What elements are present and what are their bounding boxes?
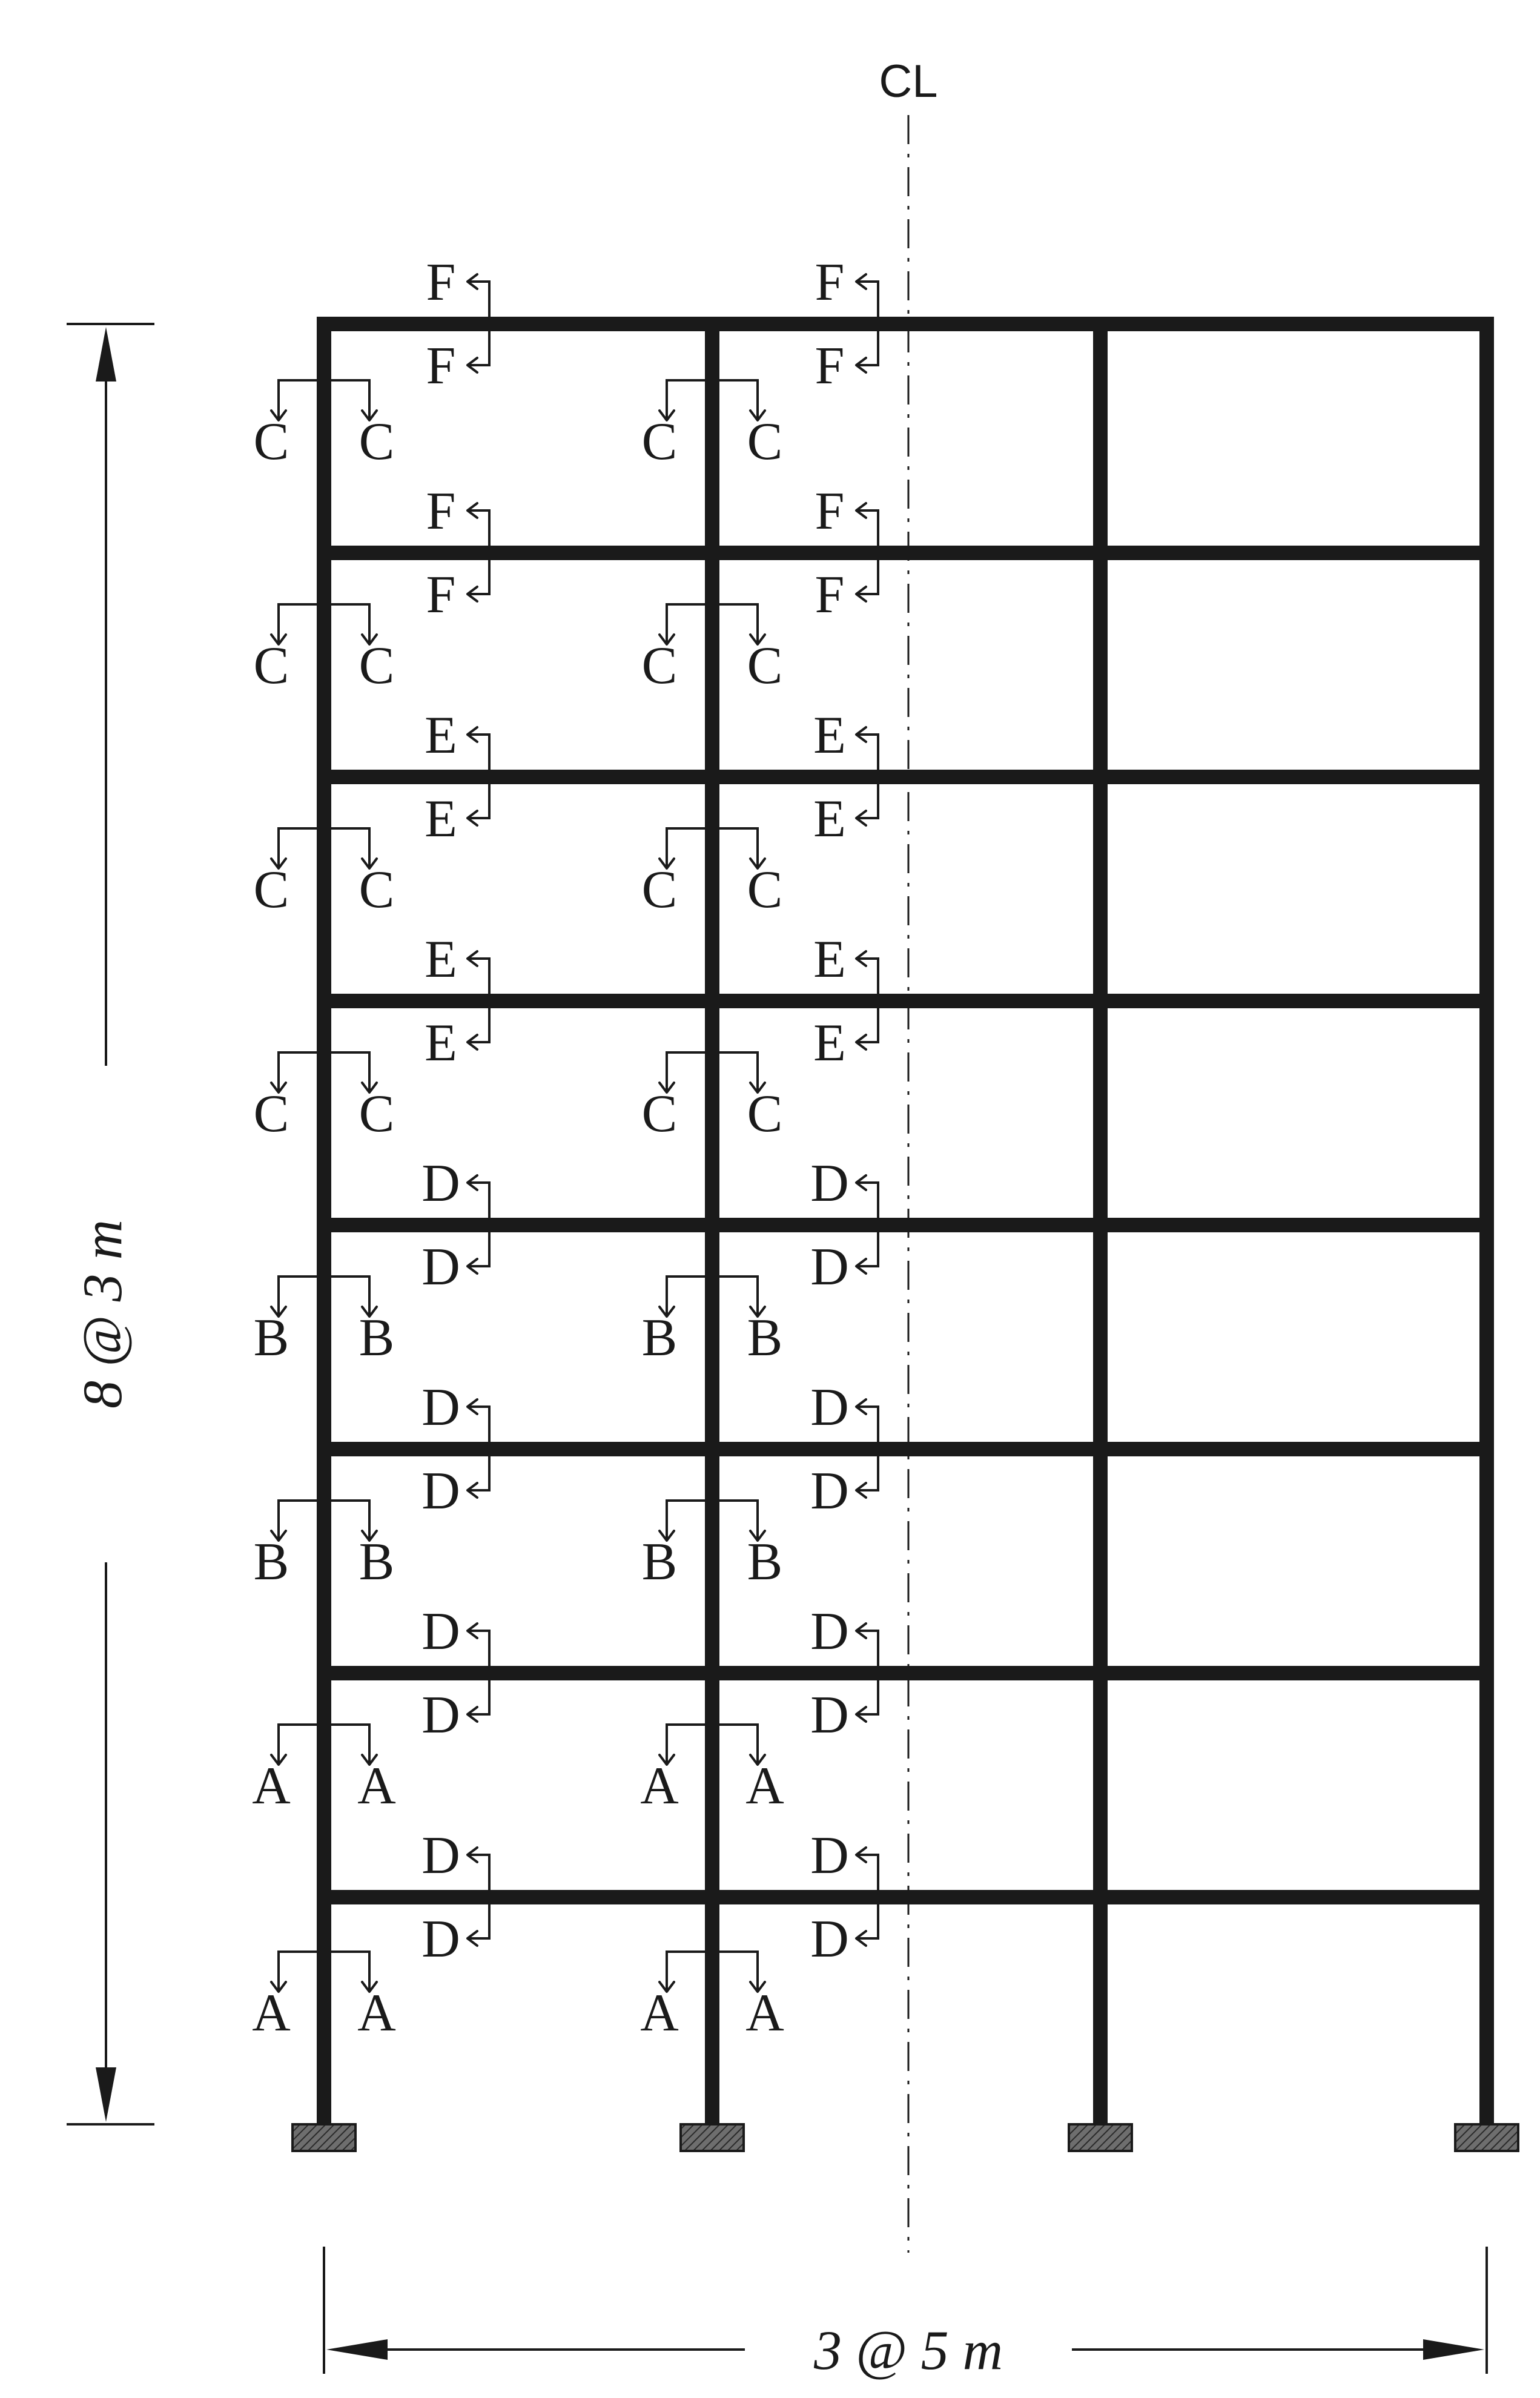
column-section-label: B	[253, 1533, 289, 1591]
column-section-label: C	[747, 412, 783, 471]
column-section-label: C	[359, 636, 395, 695]
beam-section-label: D	[810, 1686, 849, 1745]
column-section-label: B	[641, 1533, 678, 1591]
column-section-label: C	[641, 636, 678, 695]
column-section-label: A	[640, 1984, 679, 2043]
column-section-label: A	[252, 1984, 291, 2043]
beam-section-label: E	[813, 706, 846, 765]
column-section-label: A	[745, 1757, 784, 1815]
beam-section-label: D	[810, 1826, 849, 1885]
dimension-arrowhead	[1423, 2339, 1484, 2360]
column-section-label: C	[253, 412, 289, 471]
centerline-label: CL	[879, 56, 938, 107]
beam-section-label: E	[813, 1014, 846, 1072]
beam-section-label: F	[426, 566, 456, 624]
column-section-label: C	[747, 860, 783, 919]
beam-section-label: F	[815, 482, 845, 541]
column-section-label: C	[253, 860, 289, 919]
beam-section-label: D	[810, 1462, 849, 1521]
column-section-label: A	[252, 1757, 291, 1815]
height-dimension-label: 8 @ 3 m	[71, 1219, 133, 1409]
column-section-label: B	[641, 1309, 678, 1367]
frame-members	[324, 324, 1487, 2124]
beam-section-label: D	[421, 1154, 460, 1213]
fixed-support	[1455, 2124, 1518, 2151]
dimension-arrowhead	[326, 2339, 388, 2360]
column-section-label: C	[747, 636, 783, 695]
dimension-arrowhead	[96, 327, 116, 382]
beam-section-label: F	[815, 566, 845, 624]
column-section-label: C	[641, 1085, 678, 1143]
column-section-label: B	[747, 1309, 783, 1367]
column-section-label: B	[747, 1533, 783, 1591]
beam-section-label: D	[421, 1826, 460, 1885]
column-section-label: A	[745, 1984, 784, 2043]
beam-section-label: D	[421, 1686, 460, 1745]
column-section-label: C	[253, 636, 289, 695]
column-section-label: B	[359, 1309, 395, 1367]
column-section-label: C	[359, 1085, 395, 1143]
beam-section-label: F	[815, 253, 845, 312]
beam-section-label: E	[425, 1014, 457, 1072]
column-section-label: B	[253, 1309, 289, 1367]
dimension-arrowhead	[96, 2067, 116, 2122]
column-section-label: C	[253, 1085, 289, 1143]
beam-section-label: D	[421, 1602, 460, 1661]
beam-section-label: F	[426, 253, 456, 312]
section-markers	[252, 253, 878, 2043]
column-section-label: A	[640, 1757, 679, 1815]
beam-section-label: F	[426, 337, 456, 395]
beam-section-label: E	[813, 930, 846, 989]
beam-section-label: D	[810, 1910, 849, 1969]
beam-section-label: D	[810, 1378, 849, 1437]
fixed-support	[292, 2124, 355, 2151]
column-section-label: A	[357, 1984, 396, 2043]
beam-section-label: D	[810, 1602, 849, 1661]
fixed-support	[1069, 2124, 1132, 2151]
beam-section-label: F	[815, 337, 845, 395]
beam-section-label: E	[425, 790, 457, 848]
beam-section-label: D	[810, 1238, 849, 1296]
beam-section-label: E	[813, 790, 846, 848]
width-dimension-label: 3 @ 5 m	[813, 2319, 1003, 2381]
beam-section-label: E	[425, 930, 457, 989]
supports	[292, 2124, 1518, 2151]
beam-section-label: D	[810, 1154, 849, 1213]
column-section-label: B	[359, 1533, 395, 1591]
beam-section-label: D	[421, 1910, 460, 1969]
column-section-label: C	[359, 860, 395, 919]
column-section-label: A	[357, 1757, 396, 1815]
beam-section-label: D	[421, 1378, 460, 1437]
column-section-label: C	[747, 1085, 783, 1143]
column-section-label: C	[641, 860, 678, 919]
beam-section-label: E	[425, 706, 457, 765]
beam-section-label: D	[421, 1462, 460, 1521]
beam-section-label: F	[426, 482, 456, 541]
column-section-label: C	[641, 412, 678, 471]
beam-section-label: D	[421, 1238, 460, 1296]
column-section-label: C	[359, 412, 395, 471]
fixed-support	[681, 2124, 744, 2151]
